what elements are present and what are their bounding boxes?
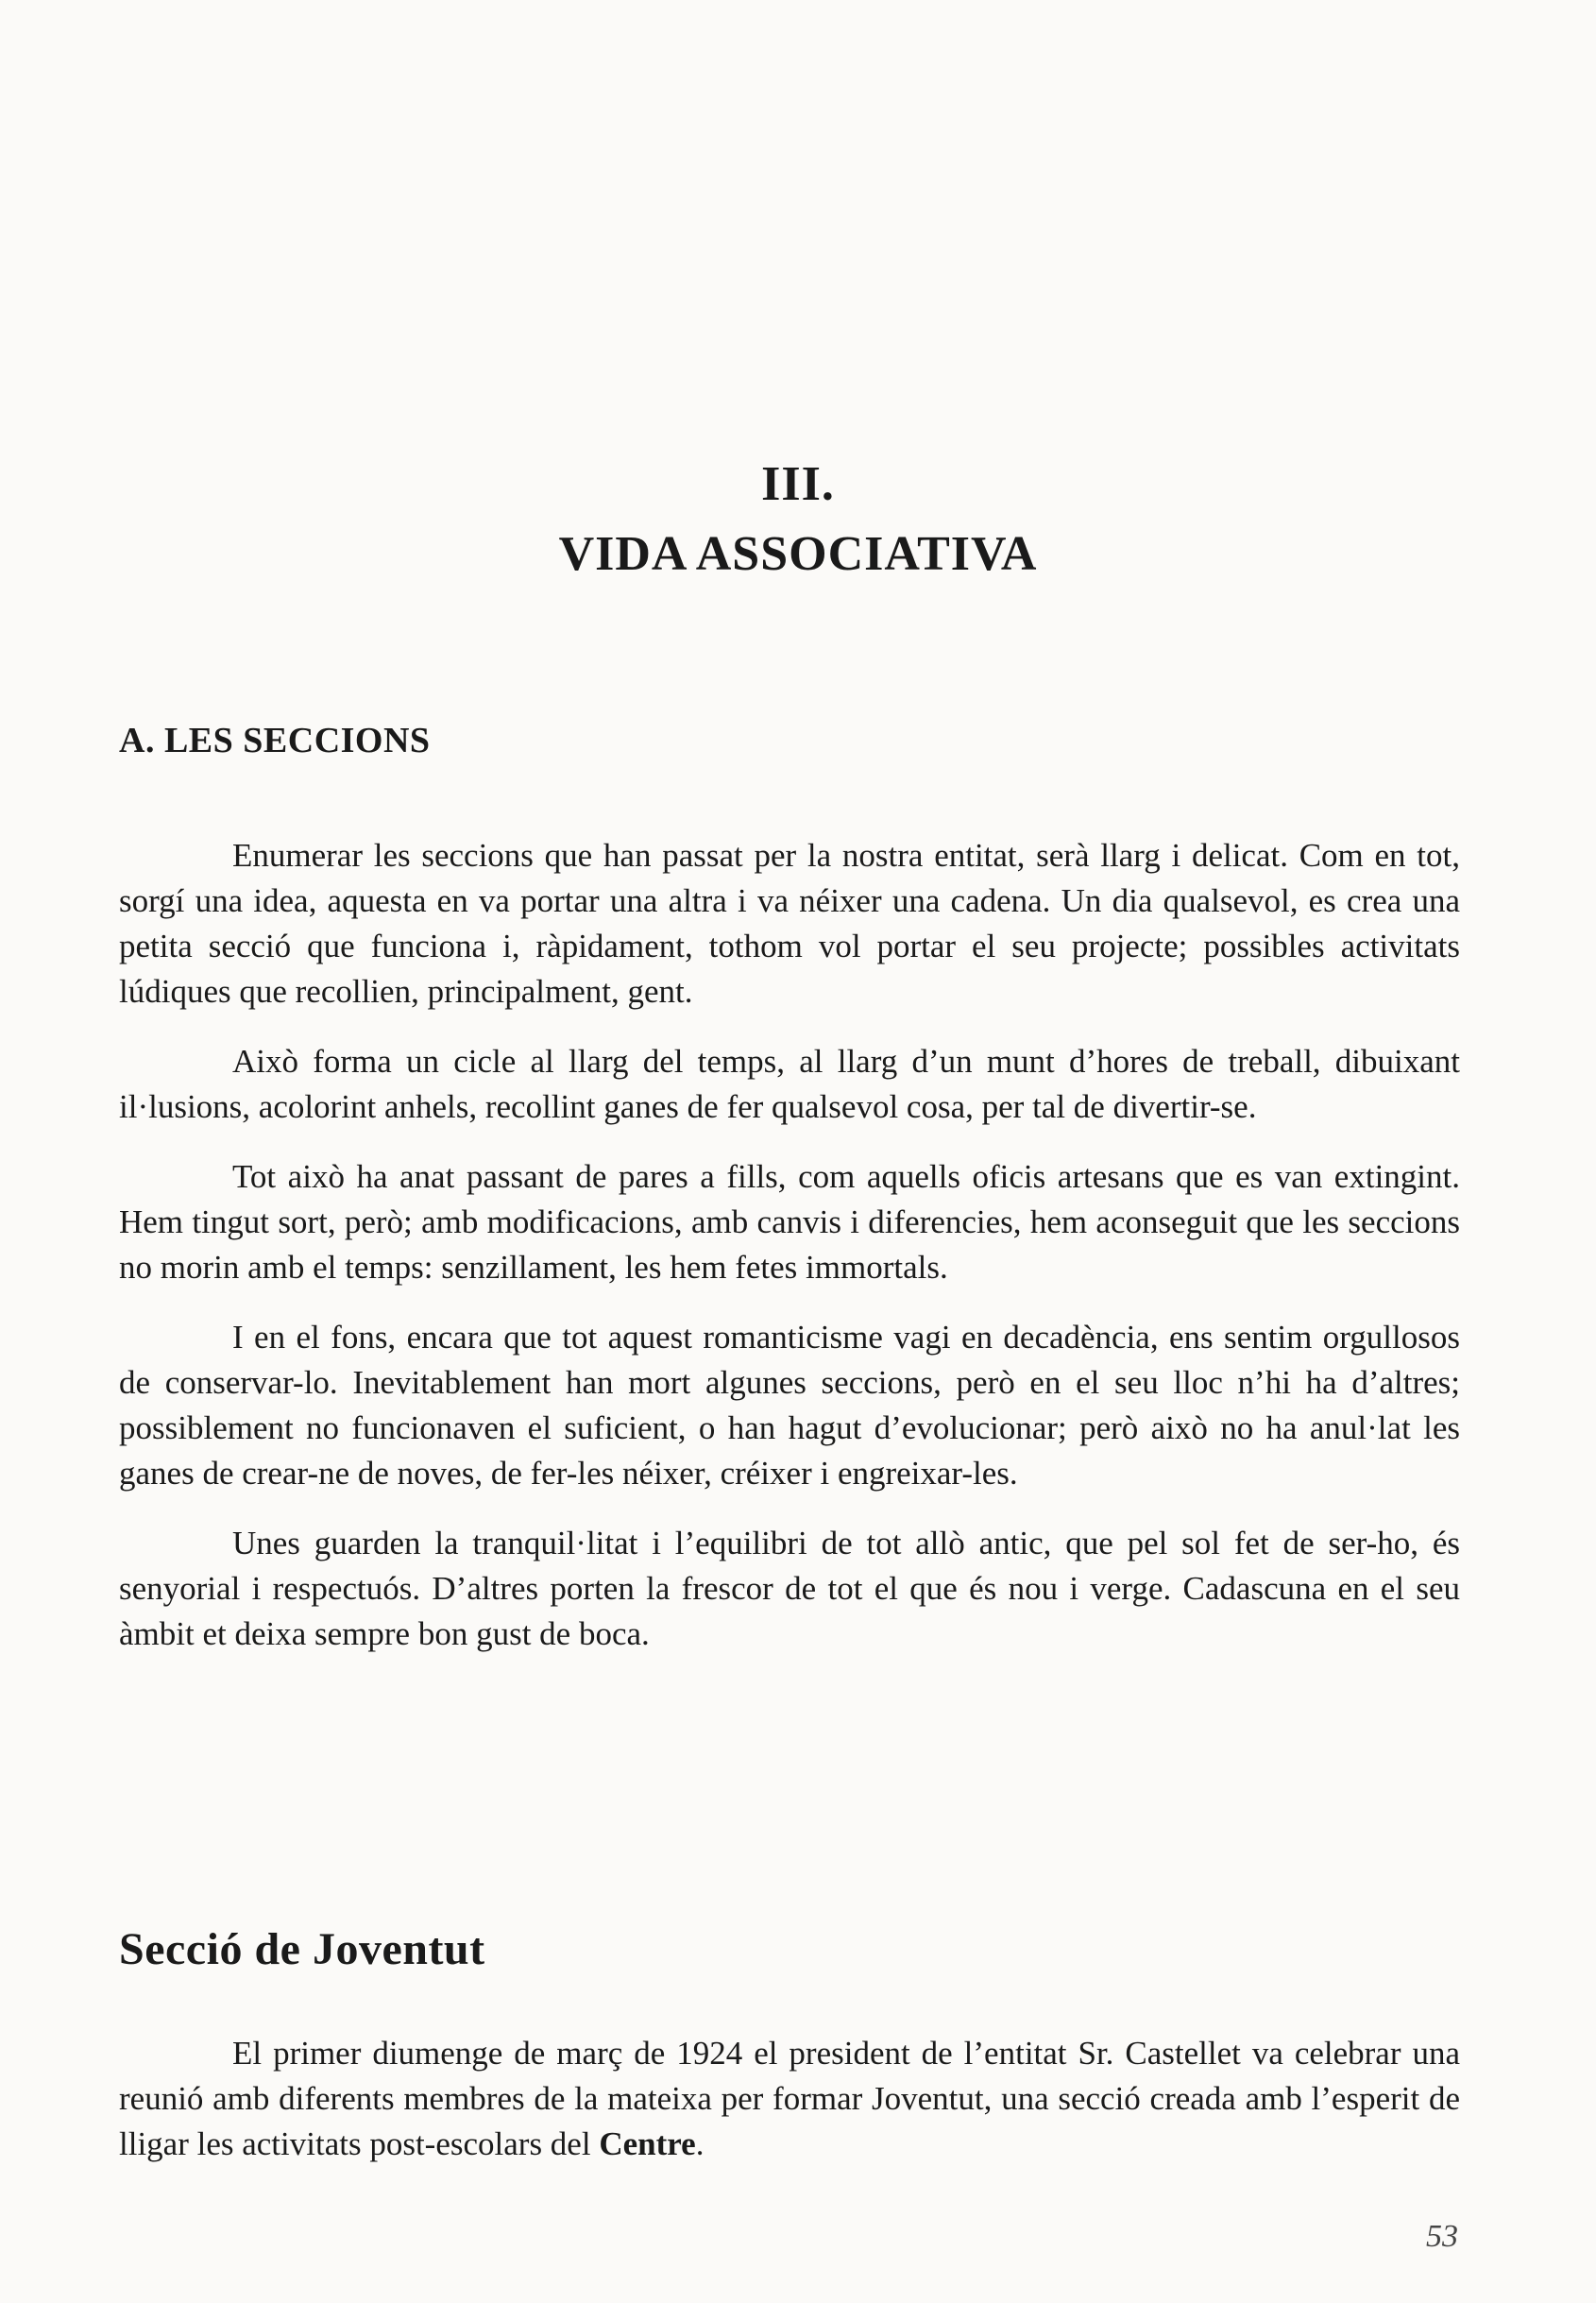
section-body <box>119 833 1460 1681</box>
paragraph-end: . <box>695 2125 705 2162</box>
paragraph: I en el fons, encara que tot aquest romanticisme vagi en decadència, ens sentim orgullosos de conservar-lo. Inevitablement han mort algunes seccions, però en el seu lloc n’hi ha d’altres; possiblement no funcionaven el suficient, o han hagut d’evolucionar; però això no ha anul·lat les ganes de crear-ne de noves, de fer-les néixer, créixer i engreixar-les. <box>119 1319 1460 1492</box>
section-heading: A. LES SECCIONS <box>119 721 431 760</box>
paragraph: Enumerar les seccions que han passat per la nostra entitat, serà llarg i delicat. Com en tot, sorgí una idea, aquesta en va portar una altra i va néixer una cadena. Un dia qualsevol, es crea una petita secció que funciona i, ràpidament, tothom vol portar el seu projecte; possibles activitats lúdiques que recollien, principalment, gent. <box>119 837 1460 1010</box>
paragraph: Unes guarden la tranquil·litat i l’equilibri de tot allò antic, que pel sol fet de ser-ho, és senyorial i respectuós. D’altres porten la frescor de tot el que és nou i verge. Cadascuna en el seu àmbit et deixa sempre bon gust de boca. <box>119 1525 1460 1652</box>
chapter-title: VIDA ASSOCIATIVA <box>558 527 1038 581</box>
chapter-number: III. <box>761 457 835 511</box>
bold-term: Centre <box>599 2125 696 2162</box>
paragraph: Això forma un cicle al llarg del temps, al llarg d’un munt d’hores de treball, dibuixant il·lusions, acolorint anhels, recollint ganes de fer qualsevol cosa, per tal de divertir-se. <box>119 1043 1460 1125</box>
page-number: 53 <box>1426 2219 1458 2254</box>
subsection-body <box>119 2031 1460 2192</box>
paragraph-text: El primer diumenge de març de 1924 el president de l’entitat Sr. Castellet va celebrar una reunió amb diferents membres de la mateixa per formar Joventut, una secció creada amb l’esperit de lligar les activitats post-escolars del <box>119 2035 1460 2162</box>
paragraph <box>119 2031 1460 2167</box>
paragraph: Tot això ha anat passant de pares a fills, com aquells oficis artesans que es van extingint. Hem tingut sort, però; amb modificacions, amb canvis i diferencies, hem aconseguit que les seccions no morin amb el temps: senzillament, les hem fetes immortals. <box>119 1158 1460 1286</box>
subsection-heading: Secció de Joventut <box>119 1924 485 1974</box>
